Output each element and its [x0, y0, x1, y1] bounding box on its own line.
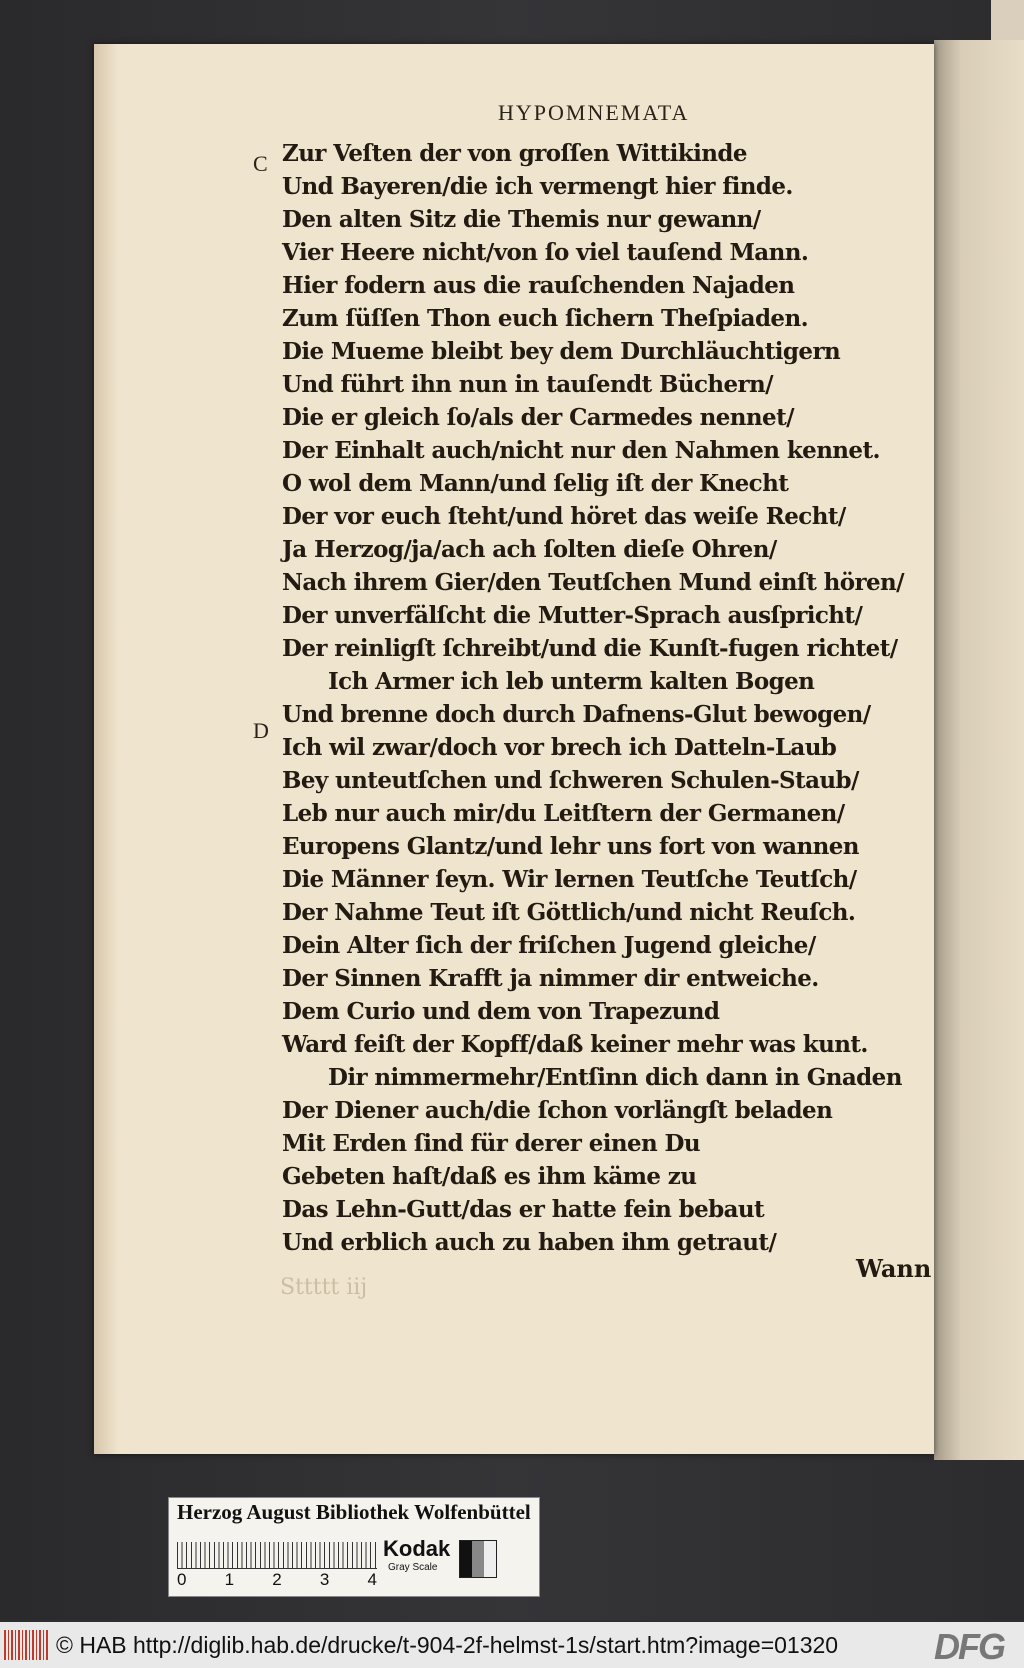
signature-mark: Sttttt iij — [280, 1275, 368, 1300]
verse-line: Und brenne doch durch Dafnens-Glut bewogen/ — [282, 701, 871, 728]
section-marker-c: C — [253, 151, 268, 176]
verse-line: Den alten Sitz die Themis nur gewann/ — [282, 206, 761, 233]
footer-bar — [0, 1622, 1024, 1668]
verse-line: Mit Erden ſind für derer einen Du — [282, 1130, 701, 1157]
library-name: Herzog August Bibliothek Wolfenbüttel — [177, 1500, 531, 1524]
library-scan-label — [168, 1497, 540, 1597]
kodak-logo: Kodak — [383, 1536, 451, 1561]
section-marker-d: D — [253, 718, 269, 743]
verse-line: Ja Herzog/ja/ach ach ſolten dieſe Ohren/ — [282, 536, 777, 563]
ruler-number: 0 — [177, 1570, 187, 1589]
dfg-logo: DFG — [934, 1626, 1004, 1667]
verse-line: Und Bayeren/die ich vermengt hier finde. — [282, 173, 793, 200]
verse-line: Dein Alter ſich der friſchen Jugend gleiche/ — [282, 932, 816, 959]
verse-line: Der Sinnen Krafft ja nimmer dir entweiche. — [282, 965, 819, 992]
verse-line: Die er gleich ſo/als der Carmedes nennet/ — [282, 404, 794, 431]
gray-scale-caption: Gray Scale — [388, 1562, 438, 1573]
verse-line: Nach ihrem Gier/den Teutſchen Mund einſt hören/ — [282, 569, 904, 596]
verse-line: O wol dem Mann/und ſelig iſt der Knecht — [282, 470, 789, 497]
source-link[interactable]: © HAB http://diglib.hab.de/drucke/t-904-2f-helmst-1s/start.htm?image=01320 — [56, 1632, 839, 1658]
verse-line: Vier Heere nicht/von ſo viel tauſend Mann. — [282, 239, 809, 266]
ruler-number: 4 — [367, 1570, 377, 1589]
gray-scale-swatch — [459, 1540, 497, 1578]
verse-line: Die Mueme bleibt bey dem Durchläuchtigern — [282, 338, 841, 365]
verse-line: Zum ſüſſen Thon euch ſichern Theſpiaden. — [282, 305, 808, 332]
verse-line: Ich Armer ich leb unterm kalten Bogen — [328, 668, 815, 695]
verse-line: Europens Glantz/und lehr uns fort von wannen — [282, 833, 859, 860]
verse-line: Der reinligſt ſchreibt/und die Kunſt-fugen richtet/ — [282, 635, 898, 662]
ruler-numbers — [177, 1570, 377, 1590]
verse-line: Ich wil zwar/doch vor brech ich Datteln-Laub — [282, 734, 837, 761]
next-page-edge — [934, 40, 1024, 1460]
verse-line: Leb nur auch mir/du Leitſtern der Germanen/ — [282, 800, 845, 827]
verse-line: Der Nahme Teut iſt Göttlich/und nicht Reuſch. — [282, 899, 856, 926]
verse-line: Zur Veſten der von groſſen Wittikinde — [282, 140, 747, 167]
ruler-number: 3 — [319, 1570, 330, 1589]
verse-line: Bey unteutſchen und ſchweren Schulen-Staub/ — [282, 767, 859, 794]
verse-line: Und erblich auch zu haben ihm getraut/ — [282, 1229, 777, 1256]
verse-line: Der Diener auch/die ſchon vorlängſt beladen — [282, 1097, 833, 1124]
verse-block — [282, 137, 904, 1259]
catchword: Wann — [856, 1254, 932, 1283]
verse-line: Ward feiſt der Kopff/daß keiner mehr was kunt. — [282, 1031, 868, 1058]
verse-line: Das Lehn-Gutt/das er hatte fein bebaut — [282, 1196, 765, 1223]
verse-line: Dem Curio und dem von Trapezund — [282, 998, 720, 1025]
scale-ruler — [177, 1542, 377, 1569]
hab-logo-icon — [4, 1630, 48, 1660]
running-header: HYPOMNEMATA — [498, 100, 690, 125]
verse-line: Der Einhalt auch/nicht nur den Nahmen kennet. — [282, 437, 880, 464]
verse-line: Gebeten haſt/daß es ihm käme zu — [282, 1163, 697, 1190]
verse-line: Hier fodern aus die rauſchenden Najaden — [282, 272, 795, 299]
verse-line: Der vor euch ſteht/und höret das weiſe Recht/ — [282, 503, 846, 530]
verse-line: Der unverfälſcht die Mutter-Sprach ausſpricht/ — [282, 602, 863, 629]
verse-line: Die Männer ſeyn. Wir lernen Teutſche Teutſch/ — [282, 866, 857, 893]
verse-line: Und führt ihn nun in tauſendt Büchern/ — [282, 371, 773, 398]
next-page-top-edge — [991, 0, 1024, 44]
verse-line: Dir nimmermehr/Entſinn dich dann in Gnaden — [328, 1064, 902, 1091]
ruler-number: 2 — [272, 1570, 282, 1589]
ruler-number: 1 — [224, 1570, 235, 1589]
